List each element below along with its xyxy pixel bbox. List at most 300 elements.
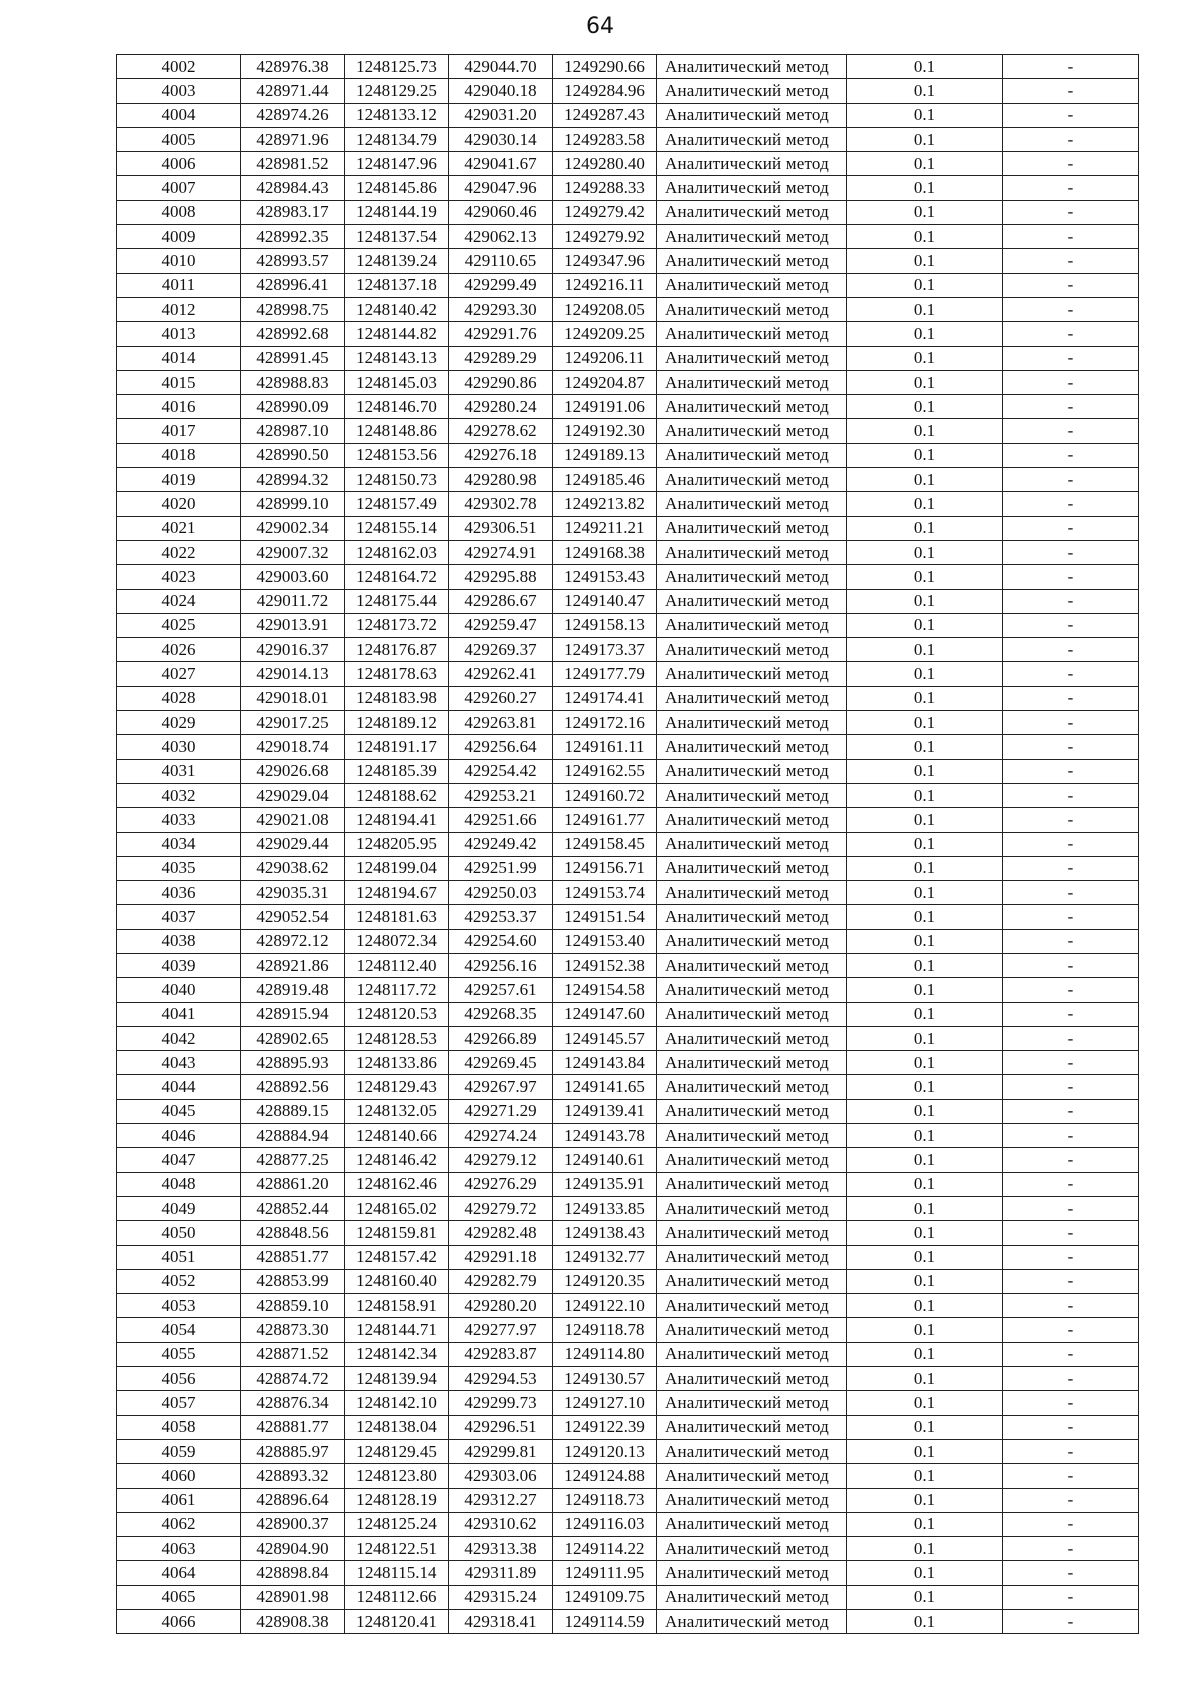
cell-y1-coordinate: 1248150.73: [345, 468, 449, 492]
cell-note: -: [1003, 1172, 1139, 1196]
cell-y2-coordinate: 1249135.91: [553, 1172, 657, 1196]
cell-method: Аналитический метод: [657, 905, 847, 929]
cell-method: Аналитический метод: [657, 200, 847, 224]
cell-y1-coordinate: 1248155.14: [345, 516, 449, 540]
cell-x1-coordinate: 428904.90: [241, 1537, 345, 1561]
cell-x1-coordinate: 428974.26: [241, 103, 345, 127]
cell-x1-coordinate: 428981.52: [241, 152, 345, 176]
cell-x1-coordinate: 428871.52: [241, 1342, 345, 1366]
cell-note: -: [1003, 516, 1139, 540]
cell-x1-coordinate: 429016.37: [241, 638, 345, 662]
table-row: [117, 1075, 1139, 1099]
table-row: [117, 468, 1139, 492]
cell-x2-coordinate: 429262.41: [449, 662, 553, 686]
cell-accuracy: 0.1: [847, 832, 1003, 856]
coordinates-table: [116, 54, 1139, 1634]
cell-y2-coordinate: 1249114.22: [553, 1537, 657, 1561]
cell-y1-coordinate: 1248146.70: [345, 395, 449, 419]
cell-y1-coordinate: 1248147.96: [345, 152, 449, 176]
cell-accuracy: 0.1: [847, 1439, 1003, 1463]
cell-accuracy: 0.1: [847, 759, 1003, 783]
cell-point-number: 4005: [117, 127, 241, 151]
cell-x2-coordinate: 429278.62: [449, 419, 553, 443]
cell-x2-coordinate: 429313.38: [449, 1537, 553, 1561]
cell-note: -: [1003, 1464, 1139, 1488]
cell-point-number: 4027: [117, 662, 241, 686]
cell-x1-coordinate: 428853.99: [241, 1269, 345, 1293]
cell-method: Аналитический метод: [657, 1439, 847, 1463]
table-row: [117, 103, 1139, 127]
cell-method: Аналитический метод: [657, 1342, 847, 1366]
cell-method: Аналитический метод: [657, 225, 847, 249]
cell-x1-coordinate: 428994.32: [241, 468, 345, 492]
table-row: [117, 1172, 1139, 1196]
cell-note: -: [1003, 1269, 1139, 1293]
table-row: [117, 905, 1139, 929]
cell-y1-coordinate: 1248122.51: [345, 1537, 449, 1561]
cell-y1-coordinate: 1248129.25: [345, 79, 449, 103]
cell-y1-coordinate: 1248189.12: [345, 711, 449, 735]
cell-x2-coordinate: 429260.27: [449, 686, 553, 710]
cell-method: Аналитический метод: [657, 127, 847, 151]
cell-method: Аналитический метод: [657, 1196, 847, 1220]
cell-note: -: [1003, 881, 1139, 905]
cell-x1-coordinate: 428992.68: [241, 322, 345, 346]
cell-method: Аналитический метод: [657, 1318, 847, 1342]
cell-method: Аналитический метод: [657, 79, 847, 103]
cell-method: Аналитический метод: [657, 1537, 847, 1561]
cell-point-number: 4064: [117, 1561, 241, 1585]
cell-x1-coordinate: 429011.72: [241, 589, 345, 613]
cell-x2-coordinate: 429256.64: [449, 735, 553, 759]
cell-y1-coordinate: 1248137.18: [345, 273, 449, 297]
cell-accuracy: 0.1: [847, 1367, 1003, 1391]
cell-x2-coordinate: 429249.42: [449, 832, 553, 856]
cell-y1-coordinate: 1248144.71: [345, 1318, 449, 1342]
cell-y2-coordinate: 1249161.11: [553, 735, 657, 759]
table-row: [117, 711, 1139, 735]
cell-point-number: 4046: [117, 1124, 241, 1148]
cell-accuracy: 0.1: [847, 200, 1003, 224]
cell-point-number: 4061: [117, 1488, 241, 1512]
cell-y1-coordinate: 1248205.95: [345, 832, 449, 856]
cell-note: -: [1003, 1512, 1139, 1536]
table-row: [117, 79, 1139, 103]
table-row: [117, 1391, 1139, 1415]
cell-y1-coordinate: 1248139.94: [345, 1367, 449, 1391]
cell-x2-coordinate: 429044.70: [449, 55, 553, 79]
cell-point-number: 4054: [117, 1318, 241, 1342]
cell-method: Аналитический метод: [657, 1269, 847, 1293]
cell-note: -: [1003, 808, 1139, 832]
table-row: [117, 516, 1139, 540]
cell-method: Аналитический метод: [657, 322, 847, 346]
cell-accuracy: 0.1: [847, 978, 1003, 1002]
cell-accuracy: 0.1: [847, 1148, 1003, 1172]
cell-x2-coordinate: 429274.91: [449, 540, 553, 564]
cell-y2-coordinate: 1249192.30: [553, 419, 657, 443]
cell-y2-coordinate: 1249283.58: [553, 127, 657, 151]
cell-accuracy: 0.1: [847, 1051, 1003, 1075]
cell-method: Аналитический метод: [657, 638, 847, 662]
cell-note: -: [1003, 176, 1139, 200]
cell-y1-coordinate: 1248072.34: [345, 929, 449, 953]
cell-point-number: 4063: [117, 1537, 241, 1561]
table-row: [117, 1245, 1139, 1269]
cell-y1-coordinate: 1248144.82: [345, 322, 449, 346]
cell-point-number: 4008: [117, 200, 241, 224]
cell-x1-coordinate: 428889.15: [241, 1099, 345, 1123]
cell-y1-coordinate: 1248148.86: [345, 419, 449, 443]
cell-accuracy: 0.1: [847, 783, 1003, 807]
cell-x2-coordinate: 429280.98: [449, 468, 553, 492]
cell-x2-coordinate: 429282.79: [449, 1269, 553, 1293]
cell-x2-coordinate: 429254.60: [449, 929, 553, 953]
table-row: [117, 492, 1139, 516]
cell-y1-coordinate: 1248120.41: [345, 1610, 449, 1634]
cell-method: Аналитический метод: [657, 832, 847, 856]
cell-x1-coordinate: 428990.09: [241, 395, 345, 419]
cell-note: -: [1003, 832, 1139, 856]
table-row: [117, 638, 1139, 662]
cell-method: Аналитический метод: [657, 711, 847, 735]
cell-y1-coordinate: 1248176.87: [345, 638, 449, 662]
cell-accuracy: 0.1: [847, 516, 1003, 540]
cell-note: -: [1003, 1342, 1139, 1366]
cell-method: Аналитический метод: [657, 1391, 847, 1415]
cell-method: Аналитический метод: [657, 1464, 847, 1488]
table-row: [117, 1148, 1139, 1172]
cell-method: Аналитический метод: [657, 1245, 847, 1269]
cell-method: Аналитический метод: [657, 152, 847, 176]
cell-point-number: 4023: [117, 565, 241, 589]
cell-x1-coordinate: 428896.64: [241, 1488, 345, 1512]
cell-point-number: 4040: [117, 978, 241, 1002]
cell-method: Аналитический метод: [657, 370, 847, 394]
cell-y2-coordinate: 1249143.84: [553, 1051, 657, 1075]
cell-y2-coordinate: 1249138.43: [553, 1221, 657, 1245]
cell-note: -: [1003, 492, 1139, 516]
cell-method: Аналитический метод: [657, 1512, 847, 1536]
cell-accuracy: 0.1: [847, 419, 1003, 443]
cell-x1-coordinate: 428876.34: [241, 1391, 345, 1415]
cell-note: -: [1003, 1245, 1139, 1269]
cell-y2-coordinate: 1249153.43: [553, 565, 657, 589]
cell-point-number: 4013: [117, 322, 241, 346]
cell-x1-coordinate: 429018.74: [241, 735, 345, 759]
cell-point-number: 4049: [117, 1196, 241, 1220]
cell-accuracy: 0.1: [847, 395, 1003, 419]
cell-y2-coordinate: 1249162.55: [553, 759, 657, 783]
cell-y1-coordinate: 1248145.86: [345, 176, 449, 200]
cell-x2-coordinate: 429286.67: [449, 589, 553, 613]
cell-y1-coordinate: 1248181.63: [345, 905, 449, 929]
cell-accuracy: 0.1: [847, 1561, 1003, 1585]
cell-y1-coordinate: 1248138.04: [345, 1415, 449, 1439]
cell-x2-coordinate: 429254.42: [449, 759, 553, 783]
cell-accuracy: 0.1: [847, 443, 1003, 467]
cell-accuracy: 0.1: [847, 1342, 1003, 1366]
cell-accuracy: 0.1: [847, 1585, 1003, 1609]
cell-x1-coordinate: 429007.32: [241, 540, 345, 564]
table-row: [117, 783, 1139, 807]
cell-accuracy: 0.1: [847, 1099, 1003, 1123]
cell-point-number: 4038: [117, 929, 241, 953]
cell-y2-coordinate: 1249208.05: [553, 297, 657, 321]
cell-accuracy: 0.1: [847, 1318, 1003, 1342]
cell-x1-coordinate: 429013.91: [241, 613, 345, 637]
cell-note: -: [1003, 1537, 1139, 1561]
cell-point-number: 4004: [117, 103, 241, 127]
table-row: [117, 127, 1139, 151]
cell-x1-coordinate: 428999.10: [241, 492, 345, 516]
cell-note: -: [1003, 929, 1139, 953]
cell-accuracy: 0.1: [847, 249, 1003, 273]
cell-accuracy: 0.1: [847, 1026, 1003, 1050]
cell-method: Аналитический метод: [657, 662, 847, 686]
cell-y2-coordinate: 1249114.80: [553, 1342, 657, 1366]
table-row: [117, 225, 1139, 249]
cell-point-number: 4015: [117, 370, 241, 394]
cell-note: -: [1003, 1026, 1139, 1050]
cell-x2-coordinate: 429268.35: [449, 1002, 553, 1026]
cell-y1-coordinate: 1248142.34: [345, 1342, 449, 1366]
cell-method: Аналитический метод: [657, 978, 847, 1002]
cell-y2-coordinate: 1249118.78: [553, 1318, 657, 1342]
cell-y2-coordinate: 1249290.66: [553, 55, 657, 79]
cell-accuracy: 0.1: [847, 468, 1003, 492]
cell-accuracy: 0.1: [847, 1002, 1003, 1026]
cell-point-number: 4066: [117, 1610, 241, 1634]
cell-x1-coordinate: 428972.12: [241, 929, 345, 953]
cell-x1-coordinate: 429038.62: [241, 856, 345, 880]
cell-y1-coordinate: 1248134.79: [345, 127, 449, 151]
cell-accuracy: 0.1: [847, 613, 1003, 637]
table-row: [117, 735, 1139, 759]
cell-x2-coordinate: 429274.24: [449, 1124, 553, 1148]
cell-method: Аналитический метод: [657, 103, 847, 127]
cell-accuracy: 0.1: [847, 1196, 1003, 1220]
table-row: [117, 978, 1139, 1002]
cell-method: Аналитический метод: [657, 1075, 847, 1099]
cell-x1-coordinate: 428900.37: [241, 1512, 345, 1536]
cell-x2-coordinate: 429259.47: [449, 613, 553, 637]
cell-note: -: [1003, 1439, 1139, 1463]
cell-accuracy: 0.1: [847, 905, 1003, 929]
cell-accuracy: 0.1: [847, 225, 1003, 249]
cell-method: Аналитический метод: [657, 929, 847, 953]
cell-accuracy: 0.1: [847, 929, 1003, 953]
cell-x1-coordinate: 428877.25: [241, 1148, 345, 1172]
cell-accuracy: 0.1: [847, 322, 1003, 346]
cell-accuracy: 0.1: [847, 297, 1003, 321]
cell-y2-coordinate: 1249130.57: [553, 1367, 657, 1391]
cell-y2-coordinate: 1249122.39: [553, 1415, 657, 1439]
cell-accuracy: 0.1: [847, 808, 1003, 832]
cell-point-number: 4034: [117, 832, 241, 856]
cell-method: Аналитический метод: [657, 273, 847, 297]
cell-y1-coordinate: 1248191.17: [345, 735, 449, 759]
cell-y1-coordinate: 1248132.05: [345, 1099, 449, 1123]
cell-y1-coordinate: 1248133.86: [345, 1051, 449, 1075]
cell-note: -: [1003, 856, 1139, 880]
cell-point-number: 4050: [117, 1221, 241, 1245]
cell-note: -: [1003, 346, 1139, 370]
cell-point-number: 4036: [117, 881, 241, 905]
cell-accuracy: 0.1: [847, 1075, 1003, 1099]
cell-point-number: 4062: [117, 1512, 241, 1536]
cell-x2-coordinate: 429276.29: [449, 1172, 553, 1196]
cell-x2-coordinate: 429291.18: [449, 1245, 553, 1269]
cell-y2-coordinate: 1249204.87: [553, 370, 657, 394]
cell-x1-coordinate: 429002.34: [241, 516, 345, 540]
cell-point-number: 4058: [117, 1415, 241, 1439]
cell-y2-coordinate: 1249284.96: [553, 79, 657, 103]
cell-x2-coordinate: 429257.61: [449, 978, 553, 1002]
cell-y2-coordinate: 1249141.65: [553, 1075, 657, 1099]
cell-accuracy: 0.1: [847, 711, 1003, 735]
table-row: [117, 176, 1139, 200]
table-row: [117, 1026, 1139, 1050]
cell-method: Аналитический метод: [657, 1124, 847, 1148]
cell-y1-coordinate: 1248112.66: [345, 1585, 449, 1609]
cell-y1-coordinate: 1248146.42: [345, 1148, 449, 1172]
cell-x2-coordinate: 429303.06: [449, 1464, 553, 1488]
cell-y2-coordinate: 1249161.77: [553, 808, 657, 832]
cell-y1-coordinate: 1248175.44: [345, 589, 449, 613]
table-row: [117, 249, 1139, 273]
cell-accuracy: 0.1: [847, 1415, 1003, 1439]
cell-note: -: [1003, 978, 1139, 1002]
cell-note: -: [1003, 395, 1139, 419]
cell-x2-coordinate: 429291.76: [449, 322, 553, 346]
cell-method: Аналитический метод: [657, 565, 847, 589]
cell-note: -: [1003, 468, 1139, 492]
cell-y1-coordinate: 1248120.53: [345, 1002, 449, 1026]
cell-y1-coordinate: 1248143.13: [345, 346, 449, 370]
table-row: [117, 1537, 1139, 1561]
cell-method: Аналитический метод: [657, 1294, 847, 1318]
cell-x2-coordinate: 429290.86: [449, 370, 553, 394]
cell-x1-coordinate: 428895.93: [241, 1051, 345, 1075]
cell-x1-coordinate: 428902.65: [241, 1026, 345, 1050]
cell-x1-coordinate: 428898.84: [241, 1561, 345, 1585]
cell-note: -: [1003, 79, 1139, 103]
cell-y2-coordinate: 1249173.37: [553, 638, 657, 662]
cell-method: Аналитический метод: [657, 1221, 847, 1245]
cell-y1-coordinate: 1248125.73: [345, 55, 449, 79]
cell-x1-coordinate: 428919.48: [241, 978, 345, 1002]
cell-method: Аналитический метод: [657, 1610, 847, 1634]
cell-note: -: [1003, 297, 1139, 321]
cell-note: -: [1003, 565, 1139, 589]
cell-accuracy: 0.1: [847, 1537, 1003, 1561]
cell-accuracy: 0.1: [847, 1221, 1003, 1245]
cell-accuracy: 0.1: [847, 1172, 1003, 1196]
table-row: [117, 759, 1139, 783]
cell-y1-coordinate: 1248158.91: [345, 1294, 449, 1318]
cell-y2-coordinate: 1249133.85: [553, 1196, 657, 1220]
cell-y1-coordinate: 1248140.42: [345, 297, 449, 321]
cell-point-number: 4056: [117, 1367, 241, 1391]
cell-y1-coordinate: 1248133.12: [345, 103, 449, 127]
cell-y2-coordinate: 1249145.57: [553, 1026, 657, 1050]
cell-method: Аналитический метод: [657, 686, 847, 710]
cell-note: -: [1003, 1391, 1139, 1415]
cell-note: -: [1003, 686, 1139, 710]
cell-accuracy: 0.1: [847, 589, 1003, 613]
cell-method: Аналитический метод: [657, 953, 847, 977]
cell-y1-coordinate: 1248112.40: [345, 953, 449, 977]
cell-point-number: 4012: [117, 297, 241, 321]
cell-note: -: [1003, 103, 1139, 127]
table-row: [117, 395, 1139, 419]
cell-note: -: [1003, 322, 1139, 346]
cell-accuracy: 0.1: [847, 735, 1003, 759]
cell-x2-coordinate: 429269.37: [449, 638, 553, 662]
cell-accuracy: 0.1: [847, 1464, 1003, 1488]
cell-y1-coordinate: 1248145.03: [345, 370, 449, 394]
cell-x2-coordinate: 429318.41: [449, 1610, 553, 1634]
table-row: [117, 1561, 1139, 1585]
cell-x2-coordinate: 429251.99: [449, 856, 553, 880]
cell-accuracy: 0.1: [847, 152, 1003, 176]
table-body: [117, 55, 1139, 1634]
cell-x1-coordinate: 428874.72: [241, 1367, 345, 1391]
cell-point-number: 4019: [117, 468, 241, 492]
cell-x2-coordinate: 429276.18: [449, 443, 553, 467]
cell-y1-coordinate: 1248153.56: [345, 443, 449, 467]
cell-accuracy: 0.1: [847, 540, 1003, 564]
cell-accuracy: 0.1: [847, 1512, 1003, 1536]
cell-point-number: 4002: [117, 55, 241, 79]
cell-x2-coordinate: 429280.20: [449, 1294, 553, 1318]
cell-y2-coordinate: 1249114.59: [553, 1610, 657, 1634]
cell-x2-coordinate: 429299.81: [449, 1439, 553, 1463]
cell-y2-coordinate: 1249209.25: [553, 322, 657, 346]
cell-accuracy: 0.1: [847, 881, 1003, 905]
cell-x1-coordinate: 429026.68: [241, 759, 345, 783]
cell-point-number: 4037: [117, 905, 241, 929]
table-row: [117, 1051, 1139, 1075]
cell-x2-coordinate: 429289.29: [449, 346, 553, 370]
cell-note: -: [1003, 1561, 1139, 1585]
cell-x2-coordinate: 429279.12: [449, 1148, 553, 1172]
cell-x1-coordinate: 428991.45: [241, 346, 345, 370]
cell-method: Аналитический метод: [657, 856, 847, 880]
cell-x2-coordinate: 429282.48: [449, 1221, 553, 1245]
cell-x1-coordinate: 429029.04: [241, 783, 345, 807]
cell-y2-coordinate: 1249109.75: [553, 1585, 657, 1609]
cell-point-number: 4031: [117, 759, 241, 783]
cell-note: -: [1003, 953, 1139, 977]
table-row: [117, 346, 1139, 370]
table-row: [117, 1512, 1139, 1536]
cell-y1-coordinate: 1248159.81: [345, 1221, 449, 1245]
cell-x2-coordinate: 429299.73: [449, 1391, 553, 1415]
cell-x2-coordinate: 429310.62: [449, 1512, 553, 1536]
cell-x1-coordinate: 429018.01: [241, 686, 345, 710]
cell-note: -: [1003, 1196, 1139, 1220]
cell-y1-coordinate: 1248128.19: [345, 1488, 449, 1512]
cell-method: Аналитический метод: [657, 540, 847, 564]
cell-note: -: [1003, 589, 1139, 613]
cell-x2-coordinate: 429267.97: [449, 1075, 553, 1099]
cell-note: -: [1003, 1367, 1139, 1391]
cell-point-number: 4016: [117, 395, 241, 419]
cell-x1-coordinate: 429021.08: [241, 808, 345, 832]
cell-y1-coordinate: 1248117.72: [345, 978, 449, 1002]
